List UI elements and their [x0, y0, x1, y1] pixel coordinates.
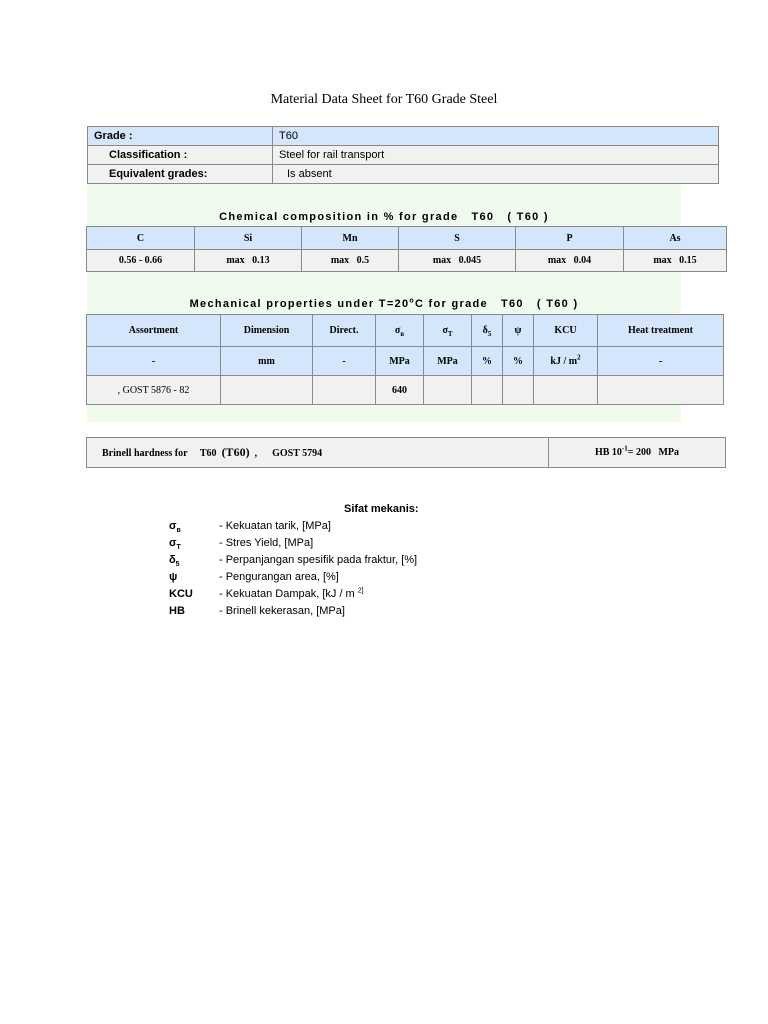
mech-unit-direct: - — [313, 347, 376, 376]
brinell-standard: GOST 5794 — [272, 448, 323, 459]
mech-header-sigma-b — [376, 315, 424, 347]
mech-header-sigma-t — [424, 315, 472, 347]
grade-label: Grade : — [88, 127, 273, 146]
mech-unit-assortment: - — [87, 347, 221, 376]
legend-symbol: $\sigma_T$ — [169, 537, 181, 552]
degree-symbol: o — [409, 297, 415, 305]
legend-symbol: $\sigma_в$ — [169, 520, 181, 535]
chem-value-mn: max 0.5 — [302, 250, 399, 272]
legend-symbol: $\delta_5$ — [169, 554, 180, 569]
chem-value-p: max 0.04 — [516, 250, 624, 272]
mech-value-sigma-b: 640 — [376, 376, 424, 405]
delta-subscript: 5 — [487, 330, 492, 338]
legend-item-area-reduction — [169, 569, 417, 586]
brinell-grade: T60 — [199, 448, 217, 459]
mech-header-delta — [472, 315, 503, 347]
brinell-comma: , — [254, 448, 258, 459]
legend-item-impact — [169, 586, 417, 603]
brinell-description — [87, 438, 549, 468]
chem-value-c: 0.56 - 0.66 — [87, 250, 195, 272]
mech-unit-sigma-t: MPa — [424, 347, 472, 376]
mech-value-heat — [598, 376, 724, 405]
legend-item-yield — [169, 535, 417, 552]
legend-symbol: HB — [169, 605, 185, 617]
legend-description: - Kekuatan tarik, [MPa] — [219, 520, 331, 532]
chem-header-c: C — [87, 227, 195, 250]
chem-header-as: As — [624, 227, 727, 250]
sigma-t-subscript: T — [447, 330, 453, 338]
equivalent-label: Equivalent grades: — [88, 165, 273, 184]
mechanical-title — [87, 298, 681, 310]
legend-description: - Perpanjangan spesifik pada fraktur, [%] — [219, 554, 418, 566]
legend-description: - Stres Yield, [MPa] — [219, 537, 314, 549]
grade-table — [87, 126, 719, 184]
grade-value: T60 — [273, 127, 719, 146]
legend-item-tensile — [169, 518, 417, 535]
mech-value-dimension — [221, 376, 313, 405]
legend-title: Sifat mekanis: — [344, 503, 419, 515]
mech-value-assortment: , GOST 5876 - 82 — [87, 376, 221, 405]
sigma-symbol: σ — [394, 325, 401, 336]
legend-list — [169, 518, 417, 620]
legend-description: - Brinell kekerasan, [MPa] — [219, 605, 345, 617]
mechanical-title-suffix: C for grade T60 ( T60 ) — [414, 298, 579, 310]
chemical-table — [86, 226, 727, 272]
mech-value-delta — [472, 376, 503, 405]
chem-value-as: max 0.15 — [624, 250, 727, 272]
brinell-value-superscript: -1 — [621, 444, 628, 453]
mech-unit-delta: % — [472, 347, 503, 376]
legend-symbol: KCU — [169, 588, 193, 600]
delta-symbol: δ — [482, 325, 488, 336]
brinell-grade-paren: (T60) — [221, 445, 250, 459]
classification-value: Steel for rail transport — [273, 146, 719, 165]
chem-header-s: S — [399, 227, 516, 250]
mech-unit-psi: % — [503, 347, 534, 376]
mech-unit-heat: - — [598, 347, 724, 376]
mech-header-dimension: Dimension — [221, 315, 313, 347]
kcu-unit-text: kJ / m — [550, 355, 578, 367]
classification-label: Classification : — [88, 146, 273, 165]
mech-header-direct: Direct. — [313, 315, 376, 347]
legend-symbol: ψ — [169, 571, 178, 583]
chemical-title: Chemical composition in % for grade T60 ( T60 ) — [219, 211, 549, 223]
legend-description: - Kekuatan Dampak, [kJ / m $^{2]}$ — [219, 587, 364, 600]
classification-row — [88, 146, 719, 165]
grade-row — [88, 127, 719, 146]
brinell-value-suffix: = 200 MPa — [627, 447, 680, 458]
mechanical-title-prefix: Mechanical properties under T=20 — [189, 298, 410, 310]
mechanical-units-row — [87, 347, 724, 376]
equivalent-value: Is absent — [273, 165, 719, 184]
chem-value-si: max 0.13 — [195, 250, 302, 272]
chemical-header-row — [87, 227, 727, 250]
chem-header-si: Si — [195, 227, 302, 250]
equivalent-row — [88, 165, 719, 184]
mech-unit-sigma-b: MPa — [376, 347, 424, 376]
brinell-row — [87, 438, 726, 468]
mech-value-psi — [503, 376, 534, 405]
mechanical-header-row — [87, 315, 724, 347]
chem-value-s: max 0.045 — [399, 250, 516, 272]
kcu-unit-superscript: 2 — [577, 353, 581, 362]
brinell-label: Brinell hardness for — [102, 448, 188, 459]
mechanical-table — [86, 314, 724, 405]
chem-header-mn: Mn — [302, 227, 399, 250]
legend-item-hardness — [169, 603, 417, 620]
sigma-symbol: σ — [442, 325, 448, 336]
mech-value-direct — [313, 376, 376, 405]
mech-unit-kcu — [534, 347, 598, 376]
mech-value-kcu — [534, 376, 598, 405]
legend-description: - Pengurangan area, [%] — [219, 571, 339, 583]
mechanical-data-row — [87, 376, 724, 405]
sigma-b-subscript: в — [400, 330, 405, 338]
mech-value-sigma-t — [424, 376, 472, 405]
chemical-value-row — [87, 250, 727, 272]
brinell-value-prefix: HB 10 — [594, 447, 622, 458]
mech-header-psi: ψ — [503, 315, 534, 347]
brinell-value — [549, 438, 726, 468]
mech-unit-dimension: mm — [221, 347, 313, 376]
page-title: Material Data Sheet for T60 Grade Steel — [270, 92, 498, 107]
brinell-table — [86, 437, 726, 468]
mech-header-kcu: KCU — [534, 315, 598, 347]
chem-header-p: P — [516, 227, 624, 250]
legend-item-elongation — [169, 552, 417, 569]
mech-header-heat: Heat treatment — [598, 315, 724, 347]
mech-header-assortment: Assortment — [87, 315, 221, 347]
